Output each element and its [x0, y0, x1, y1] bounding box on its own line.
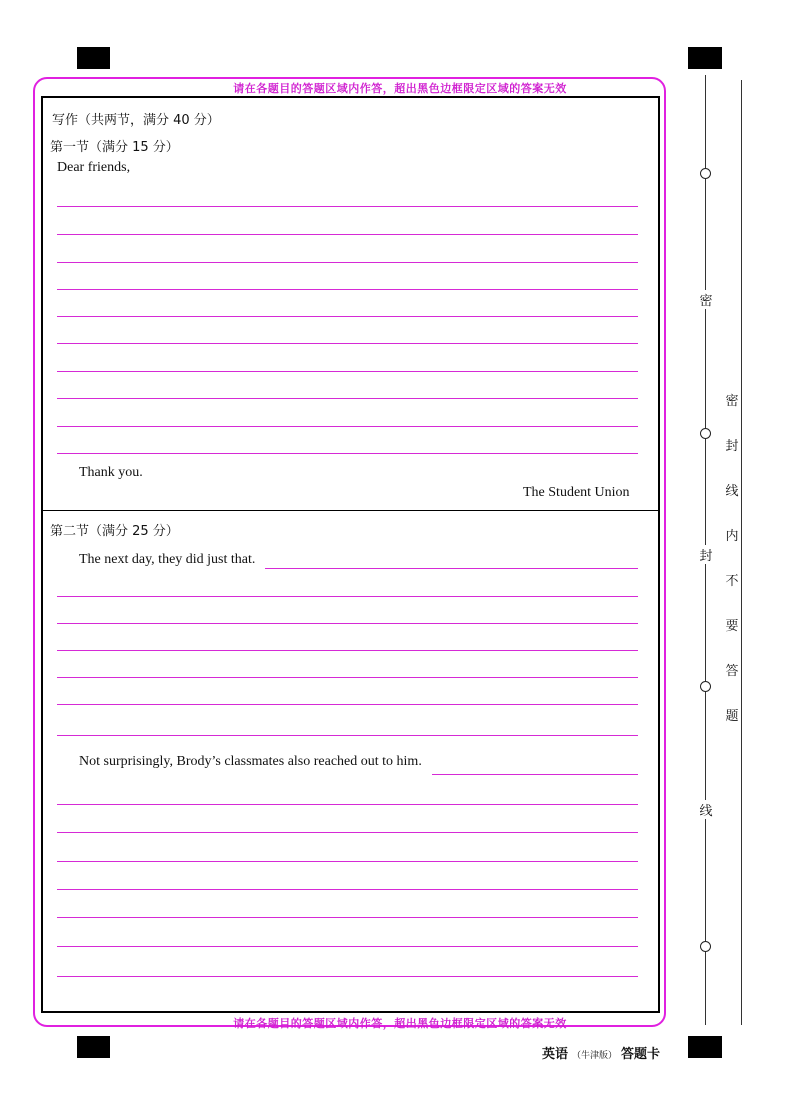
writing-line[interactable] [57, 861, 638, 862]
warning-bottom: 请在各题目的答题区域内作答，超出黑色边框限定区域的答案无效 [233, 1017, 567, 1030]
part1-signature: The Student Union [523, 485, 630, 500]
part2-para2-start: Not surprisingly, Brody’s classmates also reached out to him. [79, 754, 422, 769]
writing-line[interactable] [57, 976, 638, 977]
warning-top: 请在各题目的答题区域内作答，超出黑色边框限定区域的答案无效 [233, 82, 567, 95]
footer-title [542, 1043, 660, 1062]
writing-line[interactable] [57, 650, 638, 651]
registration-mark-top-right [688, 47, 722, 69]
part2-heading: 第二节（满分 25 分） [50, 524, 179, 539]
writing-line[interactable] [57, 398, 638, 399]
registration-mark-bottom-left [77, 1036, 110, 1058]
binding-notice-char: 密 [725, 394, 739, 409]
writing-line[interactable] [57, 677, 638, 678]
section-title: 写作（共两节，满分 40 分） [52, 113, 220, 128]
writing-line[interactable] [57, 623, 638, 624]
writing-line[interactable] [57, 316, 638, 317]
binding-notice-char: 答 [725, 664, 739, 679]
writing-line[interactable] [57, 704, 638, 705]
writing-line[interactable] [57, 832, 638, 833]
binding-hole-icon [700, 428, 711, 439]
writing-line[interactable] [57, 596, 638, 597]
binding-char: 密 [698, 290, 714, 309]
writing-line[interactable] [57, 206, 638, 207]
writing-line[interactable] [57, 946, 638, 947]
binding-notice-char: 不 [725, 574, 739, 589]
writing-line[interactable] [57, 889, 638, 890]
binding-notice-char: 线 [725, 484, 739, 499]
binding-notice-char: 要 [725, 619, 739, 634]
binding-char: 封 [698, 545, 714, 564]
writing-line[interactable] [57, 735, 638, 736]
footer-edition: （牛津版） [571, 1051, 617, 1061]
registration-mark-top-left [77, 47, 110, 69]
writing-line[interactable] [57, 343, 638, 344]
writing-line[interactable] [57, 371, 638, 372]
writing-line[interactable] [265, 568, 638, 569]
footer-subject: 英语 [541, 1047, 568, 1062]
section-divider [43, 510, 658, 511]
writing-line[interactable] [57, 262, 638, 263]
writing-line[interactable] [57, 804, 638, 805]
part1-heading: 第一节（满分 15 分） [50, 140, 179, 155]
part1-closing: Thank you. [79, 465, 143, 480]
writing-line[interactable] [57, 426, 638, 427]
binding-notice-char: 题 [725, 709, 739, 724]
binding-hole-icon [700, 941, 711, 952]
binding-notice-char: 内 [725, 529, 739, 544]
writing-line[interactable] [57, 234, 638, 235]
binding-edge-line [741, 80, 742, 1025]
part1-greeting: Dear friends, [57, 160, 131, 175]
binding-char: 线 [698, 800, 714, 819]
binding-notice-char: 封 [725, 439, 739, 454]
binding-hole-icon [700, 168, 711, 179]
part2-para1-start: The next day, they did just that. [79, 552, 256, 567]
registration-mark-bottom-right [688, 1036, 722, 1058]
writing-line[interactable] [57, 453, 638, 454]
binding-hole-icon [700, 681, 711, 692]
writing-line[interactable] [57, 917, 638, 918]
writing-line[interactable] [432, 774, 638, 775]
writing-line[interactable] [57, 289, 638, 290]
footer-card: 答题卡 [620, 1047, 660, 1062]
